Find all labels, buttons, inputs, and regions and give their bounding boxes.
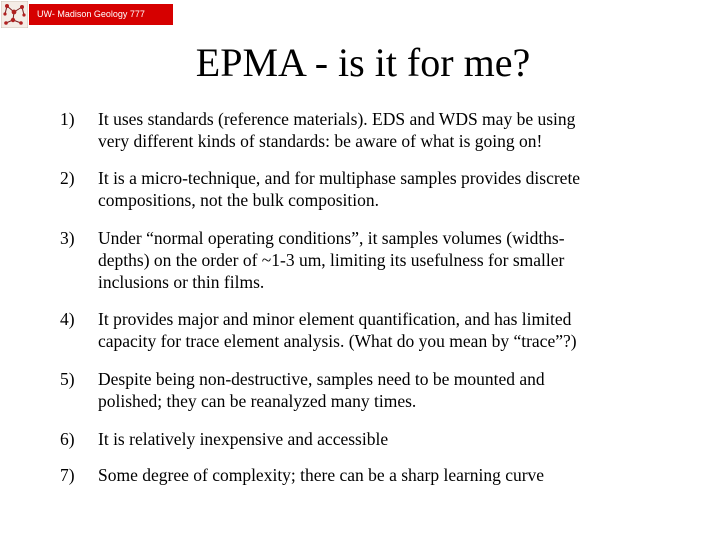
item-text-line: depths) on the order of ~1-3 um, limiting its usefulness for smaller <box>98 250 565 270</box>
item-text-line: It uses standards (reference materials). EDS and WDS may be using <box>98 109 576 129</box>
slide-title: EPMA - is it for me? <box>195 40 531 85</box>
item-text-line: very different kinds of standards: be aware of what is going on! <box>98 131 543 151</box>
item-number: 5) <box>60 369 75 389</box>
list-item-5 <box>60 368 660 412</box>
list-item-6 <box>60 428 660 450</box>
item-text-line: Despite being non-destructive, samples need to be mounted and <box>98 369 545 389</box>
numbered-list <box>60 108 660 486</box>
list-item-1 <box>60 108 660 152</box>
item-text <box>98 227 660 293</box>
item-text-line: It is a micro-technique, and for multiphase samples provides discrete <box>98 168 581 188</box>
item-text <box>98 464 660 486</box>
item-number: 2) <box>60 168 75 188</box>
item-number: 6) <box>60 429 75 449</box>
item-number: 7) <box>60 465 75 485</box>
item-text-line: It is relatively inexpensive and accessible <box>98 429 389 449</box>
molecule-structure-icon <box>1 1 28 28</box>
item-text-line: Some degree of complexity; there can be a sharp learning curve <box>98 465 545 485</box>
item-number: 4) <box>60 309 75 329</box>
course-banner: UW- Madison Geology 777 <box>29 4 173 25</box>
item-number: 3) <box>60 228 75 248</box>
item-text <box>98 108 660 152</box>
item-number: 1) <box>60 109 75 129</box>
item-text-line: compositions, not the bulk composition. <box>98 190 379 210</box>
item-text <box>98 167 660 211</box>
list-item-2 <box>60 167 660 211</box>
list-item-3 <box>60 227 660 293</box>
item-text <box>98 308 660 352</box>
item-text-line: It provides major and minor element quantification, and has limited <box>98 309 572 329</box>
item-text <box>98 368 660 412</box>
item-text-line: Under “normal operating conditions”, it samples volumes (widths- <box>98 228 565 248</box>
list-item-7 <box>60 464 660 486</box>
item-text-line: polished; they can be reanalyzed many times. <box>98 391 417 411</box>
item-text-line: inclusions or thin films. <box>98 272 265 292</box>
item-text <box>98 428 660 450</box>
item-text-line: capacity for trace element analysis. (What do you mean by “trace”?) <box>98 331 577 351</box>
list-item-4 <box>60 308 660 352</box>
